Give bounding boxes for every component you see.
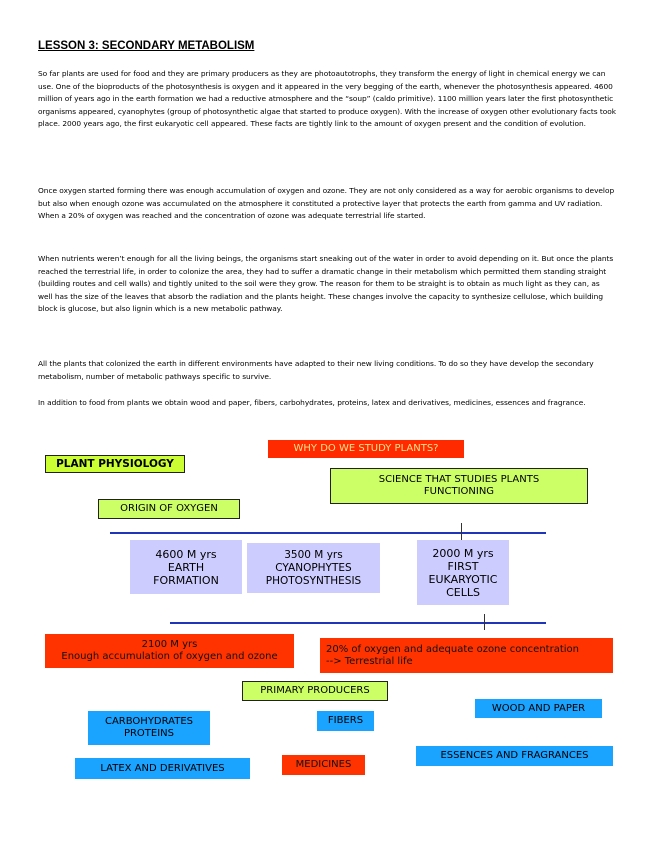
timeline-tick [484, 614, 485, 630]
carbohydrates-box: CARBOHYDRATES PROTEINS [88, 711, 210, 745]
paragraph-products: In addition to food from plants we obtain wood and paper, fibers, carbohydrates, proteins, latex and derivatives, medicines, essences and fragrance. [38, 398, 586, 407]
timeline-top [110, 532, 546, 534]
paragraph-ozone: Once oxygen started forming there was enough accumulation of oxygen and ozone. They are not only considered as a way for aerobic organisms to develop but also when enough ozone was accumulated on the atmosphere it constituted a protective layer that protects the earth from gamma and UV radiation. When a 20% of oxygen was reached and the concentration of ozone was adequate terrestrial life started. [38, 186, 615, 221]
primary-producers-box: PRIMARY PRODUCERS [242, 681, 388, 701]
cyanophytes-box: 3500 M yrs CYANOPHYTES PHOTOSYNTHESIS [247, 543, 380, 593]
plant-physiology-box: PLANT PHYSIOLOGY [45, 455, 185, 473]
latex-box: LATEX AND DERIVATIVES [75, 758, 250, 779]
timeline-tick [461, 523, 462, 541]
accumulation-box: 2100 M yrs Enough accumulation of oxygen and ozone [45, 634, 294, 668]
origin-oxygen-box: ORIGIN OF OXYGEN [98, 499, 240, 519]
essences-box: ESSENCES AND FRAGRANCES [416, 746, 613, 766]
medicines-box: MEDICINES [282, 755, 365, 775]
earth-formation-box: 4600 M yrs EARTH FORMATION [130, 540, 242, 594]
fibers-box: FIBERS [317, 711, 374, 731]
wood-paper-box: WOOD AND PAPER [475, 699, 602, 718]
paragraph-terrestrial: When nutrients weren’t enough for all the living beings, the organisms start sneaking out of the water in order to avoid depending on it. But once the plants reached the terrestrial life, in order to colonize the area, they had to suffer a dramatic change in their metabolism which permitted them standing straight (building routes and cell walls) and tightly united to the soil were they grow. The reason for them to be straight is to obtain as much light as they can, as well has the size of the leaves that absorb the radiation and the plants height. These changes involve the capacity to synthesize cellulose, which building block is glucose, but also lignin which is a new metabolic pathway. [38, 254, 614, 314]
lesson-title: LESSON 3: SECONDARY METABOLISM [38, 40, 255, 52]
timeline-bottom [170, 622, 546, 624]
terrestrial-life-box: 20% of oxygen and adequate ozone concentration --> Terrestrial life [320, 638, 613, 673]
paragraph-photosynthesis: So far plants are used for food and they are primary producers as they are photoautotrophs, they transform the energy of light in chemical energy we can use. One of the bioproducts of the photosynthesis is oxygen and it appeared in the very begging of the earth, whenever the photosynthesis appeared. 4600 million of years ago in the earth formation we had a reductive atmosphere and the “soup” (caldo primitive). 1100 million years later the first photosynthetic organisms appeared, cyanophytes (group of photosynthetic algae that started to produce oxygen). With the increase of oxygen other evolutionary facts took place. 2000 years ago, the first eukaryotic cell appeared. These facts are tightly link to the amount of oxygen present and the condition of evolution. [38, 69, 616, 129]
science-definition-box: SCIENCE THAT STUDIES PLANTS FUNCTIONING [330, 468, 588, 504]
eukaryotic-cells-box: 2000 M yrs FIRST EUKARYOTIC CELLS [417, 540, 509, 605]
paragraph-adaptation: All the plants that colonized the earth in different environments have adapted to their new living conditions. To do so they have develop the secondary metabolism, number of metabolic pathways specific to survive. [38, 359, 594, 381]
why-study-box: WHY DO WE STUDY PLANTS? [268, 440, 464, 458]
